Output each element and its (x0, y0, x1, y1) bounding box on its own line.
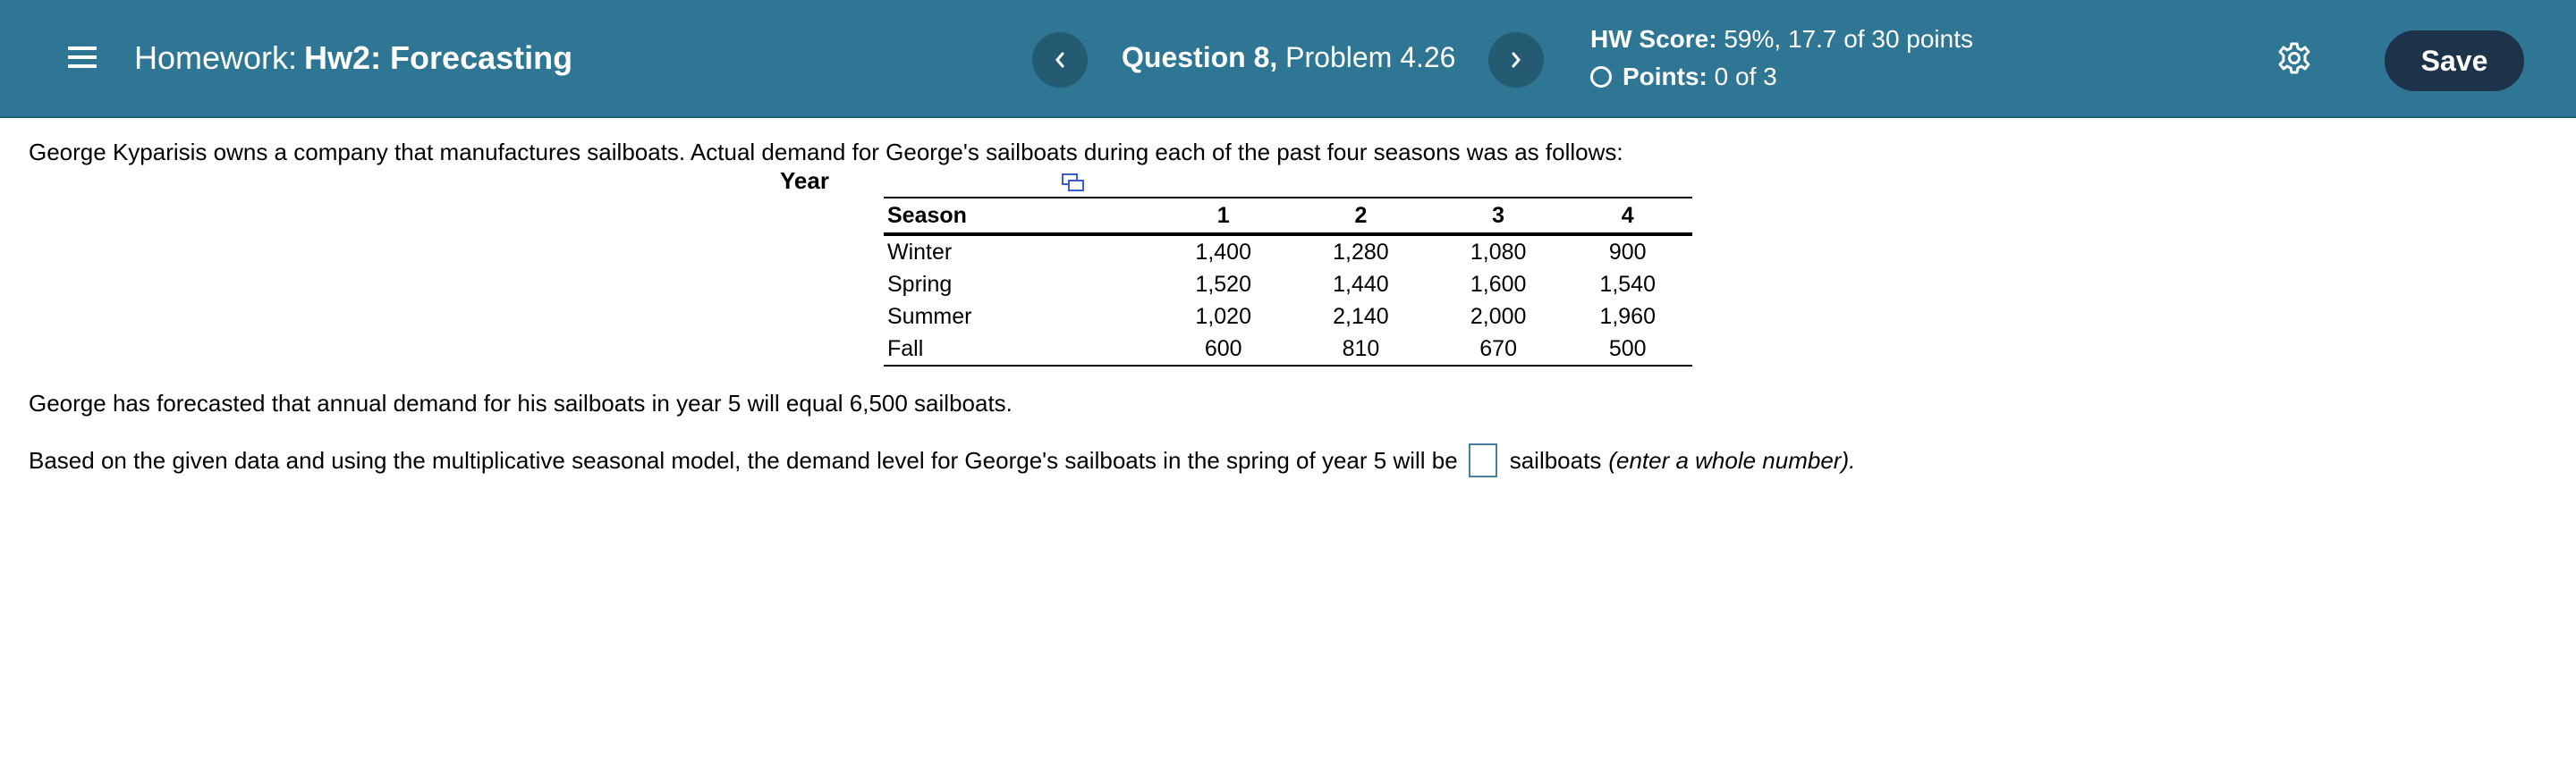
table-cell: 2,140 (1333, 303, 1389, 329)
question-statement (29, 443, 1855, 477)
table-cell: 810 (1342, 335, 1380, 361)
answer-input[interactable] (1469, 443, 1497, 477)
forecast-statement: George has forecasted that annual demand for his sailboats in year 5 will equal 6,500 sailboats. (29, 390, 1013, 417)
points-status-icon (1590, 66, 1612, 88)
table-cell: 670 (1479, 335, 1517, 361)
table-cell: 1,520 (1195, 271, 1251, 297)
table-cell: Summer (887, 303, 972, 329)
hw-score-value: 59%, 17.7 of 30 points (1724, 25, 1974, 53)
question-prefix: Based on the given data and using the multiplicative seasonal model, the demand level for George's sailboats in the spring of year 5 will be (29, 446, 1458, 474)
table-cell: 1,400 (1195, 239, 1251, 265)
table-cell: 1,020 (1195, 303, 1251, 329)
chevron-left-icon (1052, 49, 1068, 71)
next-question-button[interactable] (1488, 32, 1544, 88)
header-year-4: 4 (1621, 202, 1634, 228)
problem-number: Problem 4.26 (1285, 41, 1456, 73)
points-label: Points: (1623, 63, 1707, 90)
table-cell: 1,600 (1470, 271, 1527, 297)
table-cell: 1,080 (1470, 239, 1527, 265)
header-year-2: 2 (1354, 202, 1368, 228)
hw-score (1590, 25, 1973, 54)
table-row (884, 333, 1692, 366)
homework-name: Hw2: Forecasting (304, 39, 573, 76)
header-season: Season (887, 202, 967, 228)
table-cell: Spring (887, 271, 953, 297)
question-number: Question 8, (1122, 41, 1278, 73)
table-header-row (884, 198, 1692, 234)
header-year-1: 1 (1216, 202, 1230, 228)
demand-table (884, 197, 1692, 367)
menu-icon[interactable] (68, 45, 97, 70)
problem-intro: George Kyparisis owns a company that manufactures sailboats. Actual demand for George's sailboats during each of the past four seasons was as follows: (29, 139, 1623, 165)
table-row (884, 268, 1692, 300)
question-title (1122, 41, 1455, 74)
score-panel (1590, 25, 1973, 91)
table-cell: 1,280 (1333, 239, 1389, 265)
table-cell: 600 (1204, 335, 1242, 361)
hw-score-label: HW Score: (1590, 25, 1717, 53)
header-year-3: 3 (1492, 202, 1505, 228)
question-suffix: sailboats (1509, 446, 1602, 474)
homework-title (134, 39, 572, 77)
table-row (884, 300, 1692, 333)
table-cell: 500 (1608, 335, 1647, 361)
table-row (884, 234, 1692, 268)
table-cell: 900 (1608, 239, 1647, 265)
question-hint: (enter a whole number). (1608, 446, 1856, 474)
copy-data-icon[interactable] (1061, 173, 1086, 192)
table-cell: 1,960 (1599, 303, 1656, 329)
chevron-right-icon (1508, 49, 1524, 71)
table-cell: 1,540 (1599, 271, 1656, 297)
previous-question-button[interactable] (1032, 32, 1088, 88)
points-value: 0 of 3 (1714, 63, 1777, 90)
year-label: Year (780, 167, 829, 194)
table-cell: 2,000 (1470, 303, 1527, 329)
points-line (1590, 63, 1973, 91)
top-bar (0, 0, 2576, 118)
table-cell: Fall (887, 335, 924, 361)
homework-label: Homework: (134, 39, 298, 76)
save-button[interactable]: Save (2385, 30, 2524, 91)
settings-gear-icon[interactable] (2277, 41, 2311, 75)
table-cell: Winter (887, 239, 953, 265)
table-cell: 1,440 (1333, 271, 1389, 297)
